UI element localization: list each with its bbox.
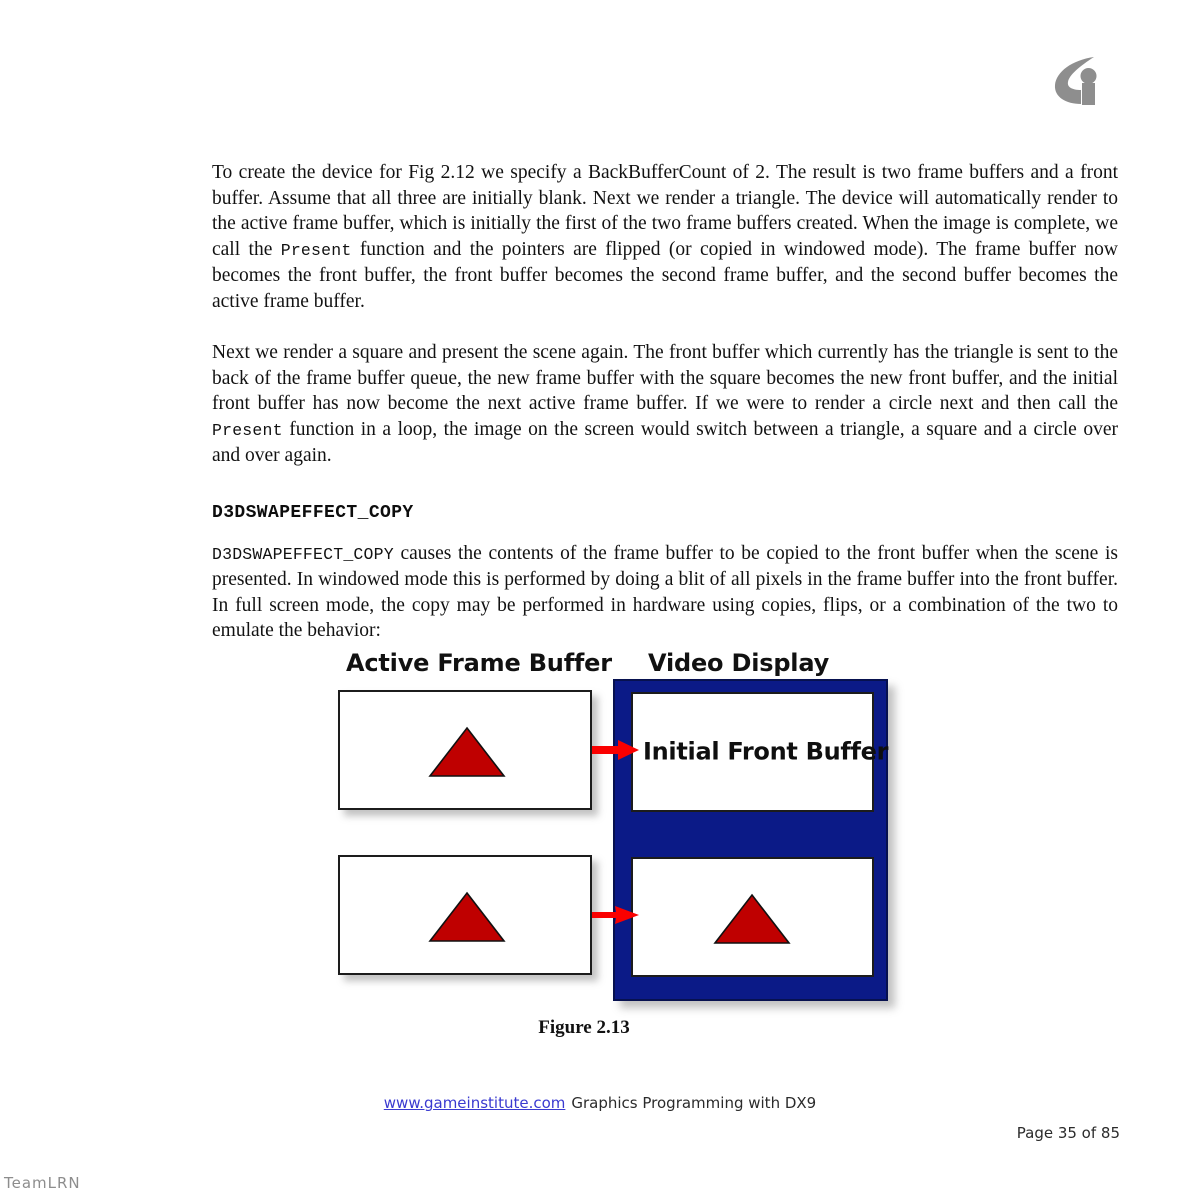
triangle-shape-video-bottom: [713, 893, 791, 945]
footer-subtitle: Graphics Programming with DX9: [571, 1094, 817, 1112]
page-footer: [0, 1094, 1200, 1154]
footer-credit-line: [0, 1094, 1200, 1112]
heading-spacer: [212, 523, 1118, 541]
figure-header-video-display: Video Display: [648, 649, 830, 677]
copy-arrow-icon-bottom: [592, 902, 640, 928]
figure-header-active-frame-buffer: Active Frame Buffer: [346, 649, 612, 677]
inline-code-d3dswapeffect-copy: D3DSWAPEFFECT_COPY: [212, 544, 394, 564]
section-heading-d3dswapeffect-copy: D3DSWAPEFFECT_COPY: [212, 502, 414, 523]
video-display-front-buffer-top: [631, 692, 889, 812]
gi-logo-icon: [1048, 52, 1120, 114]
paragraph-2-part-b: function in a loop, the image on the screen would switch between a triangle, a square and a circle over and over again.: [212, 418, 1118, 466]
paragraph-1-part-b: function and the pointers are flipped (or copied in windowed mode). The frame buffer now becomes the front buffer, the front buffer becomes the second frame buffer, and the second buffer becomes the active frame buffer.: [212, 238, 1118, 312]
paragraph-1: [212, 160, 1118, 314]
copy-arrow-icon-top: [592, 737, 640, 763]
paragraph-1-part-a: To create the device for Fig 2.12 we specify a BackBufferCount of 2. The result is two frame buffers and a front buffer. Assume that all three are initially blank. Next we render a triangle. The device will automatically render to the active frame buffer, which is initially the first of the two frame buffers created. When the image is complete, we call the: [212, 162, 1118, 260]
paragraph-3: [212, 541, 1118, 644]
teamlrn-watermark: TeamLRN: [4, 1174, 81, 1192]
triangle-shape-afb-top: [428, 726, 506, 778]
page-number: Page 35 of 85: [1016, 1124, 1120, 1142]
paragraph-3-text: causes the contents of the frame buffer to be copied to the front buffer when the scene is presented. In windowed mode this is performed by doing a blit of all pixels in the frame buffer into the front buffer. In full screen mode, the copy may be performed in hardware using copies, flips, or a combination of the two to emulate the behavior:: [212, 542, 1118, 641]
video-display-top-label: Initial Front Buffer: [643, 737, 889, 766]
triangle-shape-afb-bottom: [428, 891, 506, 943]
inline-code-present-1: Present: [280, 240, 352, 260]
inline-code-present-2: Present: [212, 420, 283, 440]
figure-caption: [0, 1017, 1200, 1039]
paragraph-2: [212, 340, 1118, 469]
paragraph-2-part-a: Next we render a square and present the scene again. The front buffer which currently has the triangle is sent to the back of the frame buffer queue, the new frame buffer with the square becomes the new front buffer, and the initial front buffer has now become the next active frame buffer. If we were to render a circle next and then call the: [212, 342, 1118, 414]
figure-caption-text: Figure 2.13: [538, 1017, 630, 1038]
body-content: [212, 160, 1118, 644]
figure-2-13: [0, 640, 1200, 1040]
active-frame-buffer-box-bottom: [338, 855, 592, 975]
active-frame-buffer-box-top: [338, 690, 592, 810]
gameinstitute-link[interactable]: www.gameinstitute.com: [383, 1094, 566, 1112]
video-display-panel: [613, 679, 888, 1001]
video-display-front-buffer-bottom: [631, 857, 874, 977]
